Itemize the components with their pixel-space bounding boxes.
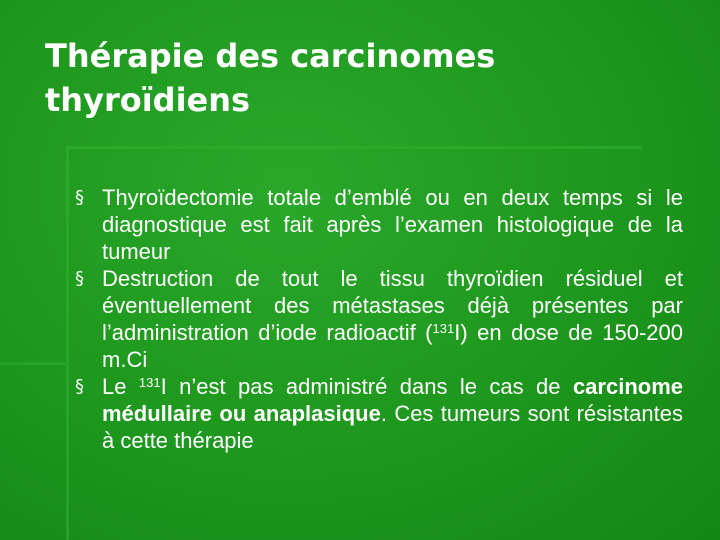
slide-title: [45, 34, 685, 122]
bullet-text: . Ces tumeurs sont résistantes à cette thérapie: [102, 401, 683, 453]
isotope-superscript: 131: [432, 321, 455, 336]
bullet-item: [75, 373, 683, 454]
square-bullet-icon: §: [75, 187, 84, 208]
bullet-bold-text: carcinome médullaire ou anaplasique: [102, 374, 683, 426]
slide-title-line-2: thyroïdiens: [45, 81, 251, 119]
square-bullet-icon: §: [75, 268, 84, 289]
bullet-item: [75, 265, 683, 373]
bullet-item: [75, 184, 683, 265]
decorative-left-rule: [0, 362, 66, 365]
bullet-text: Thyroïdectomie totale d’emblé ou en deux temps si le diagnostique est fait après l’examen histologique de la tumeur: [102, 185, 683, 264]
bullet-text: I n’est pas administré dans le cas de: [160, 374, 573, 399]
square-bullet-icon: §: [75, 376, 84, 397]
bullet-text: Destruction de tout le tissu thyroïdien résiduel et éventuellement des métastases déjà présentes par l’administration d’iode radioactif (: [102, 266, 683, 345]
isotope-superscript: 131: [138, 375, 161, 390]
slide-title-line-1: Thérapie des carcinomes: [45, 37, 496, 75]
bullet-text: I) en dose de 150-200 m.Ci: [102, 320, 684, 372]
bullet-text: Le: [102, 374, 139, 399]
decorative-vertical-rule: [66, 146, 69, 540]
bullet-list: [75, 184, 683, 454]
decorative-horizontal-rule: [68, 146, 642, 149]
